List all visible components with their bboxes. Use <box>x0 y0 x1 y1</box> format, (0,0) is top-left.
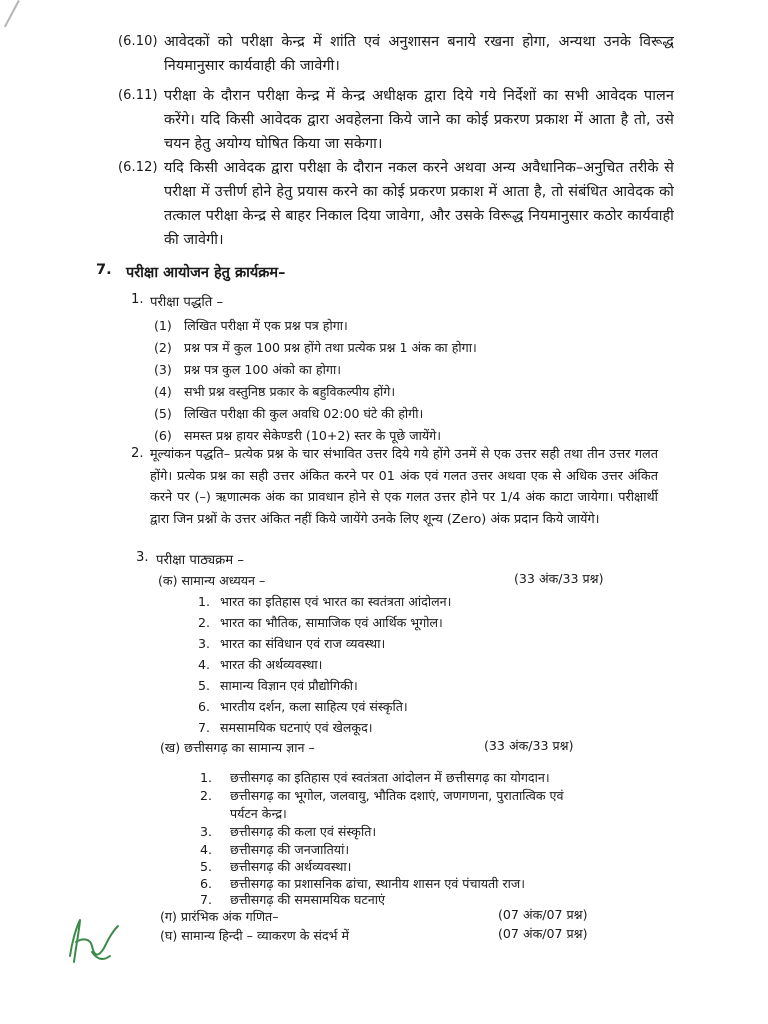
ka-item-number: 6. <box>198 699 211 714</box>
method-item-text: लिखित परीक्षा में एक प्रश्न पत्र होगा। <box>184 318 348 333</box>
method-item-number: (4) <box>154 384 172 399</box>
kha-item-text: छत्तीसगढ़ की जनजातियां। <box>230 842 350 857</box>
method-item-number: (3) <box>154 362 172 377</box>
kha-item-number: 5. <box>200 859 213 874</box>
syllabus-ga-label: (ग) प्रारंभिक अंक गणित– <box>160 909 279 924</box>
kha-item-text: छत्तीसगढ़ का इतिहास एवं स्वतंत्रता आंदोलन में छत्तीसगढ़ का योगदान। <box>230 770 550 785</box>
method-item-text: प्रश्न पत्र कुल 100 अंको का होगा। <box>184 362 342 377</box>
kha-item-number: 4. <box>200 842 213 857</box>
signature-mark <box>62 912 126 970</box>
clause-number: (6.12) <box>118 160 158 175</box>
method-item-number: (6) <box>154 428 172 443</box>
kha-item-number: 2. <box>200 788 213 803</box>
syllabus-gha-label: (घ) सामान्य हिन्दी – व्याकरण के संदर्भ में <box>160 928 350 943</box>
syllabus-kha-label: (ख) छत्तीसगढ़ का सामान्य ज्ञान – <box>160 740 315 755</box>
method-title: परीक्षा पद्धति – <box>150 295 224 310</box>
clause-number: (6.10) <box>118 34 158 49</box>
ka-item-number: 3. <box>198 636 211 651</box>
ka-item-text: भारत की अर्थव्यवस्था। <box>220 657 323 672</box>
evaluation-text: प्रत्येक प्रश्न के चार संभावित उत्तर दिये गये होंगे उनमें से एक उत्तर सही तथा तीन उत्तर गलत होंगे। प्रत्येक प्रश्न का सही उत्तर अंकित करने पर 01 अंक एवं गलत उत्तर अथवा एक से अधिक उत्तर अंकित करने पर (–) ऋणात्मक अंक का प्रावधान होने से एक गलत उत्तर होने पर 1/4 अंक काटा जायेगा। परीक्षार्थी द्वारा जिन प्रश्नों के उत्तर अंकित नहीं किये जायेंगे उनके लिए शून्य (Zero) अंक प्रदान किये जायेंगे। <box>150 447 658 527</box>
method-item-number: (2) <box>154 340 172 355</box>
ka-item-number: 5. <box>198 678 211 693</box>
clause-text: आवेदकों को परीक्षा केन्द्र में शांति एवं अनुशासन बनाये रखना होगा, अन्यथा उनके विरूद्ध नियमानुसार कार्यवाही की जावेगी। <box>164 34 674 74</box>
method-item-number: (1) <box>154 318 172 333</box>
method-item-number: (5) <box>154 406 172 421</box>
clause-number: (6.11) <box>118 88 158 103</box>
scan-edge-mark <box>4 0 20 27</box>
method-item-text: समस्त प्रश्न हायर सेकेण्डरी (10+2) स्तर के पूछे जायेंगे। <box>184 428 442 443</box>
ka-item-text: भारत का संविधान एवं राज व्यवस्था। <box>220 636 386 651</box>
syllabus-kha-marks: (33 अंक/33 प्रश्न) <box>484 738 574 753</box>
section-7-number: 7. <box>96 262 112 278</box>
method-number: 1. <box>131 292 144 307</box>
kha-item-text-continued: पर्यटन केन्द्र। <box>230 806 287 821</box>
syllabus-ka-marks: (33 अंक/33 प्रश्न) <box>514 571 604 586</box>
syllabus-ga-marks: (07 अंक/07 प्रश्न) <box>498 907 588 922</box>
kha-item-text: छत्तीसगढ़ की अर्थव्यवस्था। <box>230 859 352 874</box>
ka-item-text: समसामयिक घटनाएं एवं खेलकूद। <box>220 720 373 735</box>
ka-item-text: भारतीय दर्शन, कला साहित्य एवं संस्कृति। <box>220 699 408 714</box>
ka-item-text: भारत का भौतिक, सामाजिक एवं आर्थिक भूगोल। <box>220 615 443 630</box>
clause-text: परीक्षा के दौरान परीक्षा केन्द्र में केन्द्र अधीक्षक द्वारा दिये गये निर्देशों का सभी आवेदक पालन करेंगे। यदि किसी आवेदक द्वारा अवहेलना किये जाने का कोई प्रकरण प्रकाश में आता है तो, उसे चयन हेतु अयोग्य घोषित किया जा सकेगा। <box>164 88 674 152</box>
kha-item-number: 3. <box>200 824 213 839</box>
method-item-text: लिखित परीक्षा की कुल अवधि 02:00 घंटे की होगी। <box>184 406 424 421</box>
evaluation-paragraph <box>150 444 658 530</box>
ka-item-number: 1. <box>198 594 211 609</box>
syllabus-gha-marks: (07 अंक/07 प्रश्न) <box>498 926 588 941</box>
ka-item-text: सामान्य विज्ञान एवं प्रौद्योगिकी। <box>220 678 358 693</box>
clause-text: यदि किसी आवेदक द्वारा परीक्षा के दौरान नकल करने अथवा अन्य अवैधानिक–अनुचित तरीके से परीक्षा में उत्तीर्ण होने हेतु प्रयास करने का कोई प्रकरण प्रकाश में आता है, तो संबंधित आवेदक को तत्काल परीक्षा केन्द्र से बाहर निकाल दिया जावेगा, और उसके विरूद्ध नियमानुसार कठोर कार्यवाही की जावेगी। <box>164 160 674 248</box>
kha-item-text: छत्तीसगढ़ का प्रशासनिक ढांचा, स्थानीय शासन एवं पंचायती राज। <box>230 876 525 891</box>
kha-item-number: 6. <box>200 876 213 891</box>
ka-item-number: 2. <box>198 615 211 630</box>
method-item-text: प्रश्न पत्र में कुल 100 प्रश्न होंगे तथा प्रत्येक प्रश्न 1 अंक का होगा। <box>184 340 477 355</box>
method-item-text: सभी प्रश्न वस्तुनिष्ठ प्रकार के बहुविकल्पीय होंगे। <box>184 384 396 399</box>
kha-item-text: छत्तीसगढ़ की कला एवं संस्कृति। <box>230 824 377 839</box>
section-7-title: परीक्षा आयोजन हेतु क्रार्यक्रम– <box>126 265 286 281</box>
ka-item-text: भारत का इतिहास एवं भारत का स्वतंत्रता आंदोलन। <box>220 594 452 609</box>
evaluation-title: मूल्यांकन पद्धति– <box>150 447 231 462</box>
ka-item-number: 4. <box>198 657 211 672</box>
kha-item-text: छत्तीसगढ़ की समसामयिक घटनाएं <box>230 892 386 907</box>
kha-item-text: छत्तीसगढ़ का भूगोल, जलवायु, भौतिक दशाएं, जणगणना, पुरातात्विक एवं <box>230 788 564 803</box>
syllabus-title: परीक्षा पाठ्यक्रम – <box>156 553 244 568</box>
syllabus-ka-label: (क) सामान्य अध्ययन – <box>158 573 266 588</box>
evaluation-number: 2. <box>131 446 144 461</box>
ka-item-number: 7. <box>198 720 211 735</box>
kha-item-number: 1. <box>200 770 213 785</box>
syllabus-number: 3. <box>136 550 149 565</box>
kha-item-number: 7. <box>200 892 213 907</box>
